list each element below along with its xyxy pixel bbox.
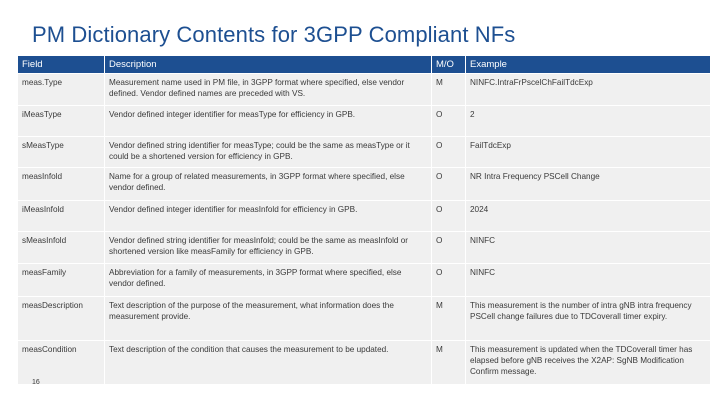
cell-example: This measurement is updated when the TDCoverall timer has elapsed before gNB receives the X2AP: SgNB Modification Confirm message.: [466, 341, 710, 384]
cell-description: Vendor defined string identifier for measType; could be the same as measType or it could be a shortened version for efficiency in GPB.: [105, 137, 431, 167]
cell-mo: O: [432, 137, 465, 167]
cell-example: 2: [466, 106, 710, 136]
table-row: [18, 264, 710, 296]
cell-description: Abbreviation for a family of measurements, in 3GPP format where specified, else vendor defined.: [105, 264, 431, 296]
cell-description: Measurement name used in PM file, in 3GPP format where specified, else vendor defined. Vendor defined names are preceded with VS.: [105, 74, 431, 105]
cell-description: Name for a group of related measurements, in 3GPP format where specified, else vendor defined.: [105, 168, 431, 200]
table-row: [18, 201, 710, 231]
cell-field: measDescription: [18, 297, 104, 340]
cell-mo: M: [432, 341, 465, 384]
cell-example: This measurement is the number of intra gNB intra frequency PSCell change failures due to TDCoverall timer expiry.: [466, 297, 710, 340]
cell-field: measCondition: [18, 341, 104, 384]
cell-mo: M: [432, 297, 465, 340]
pm-dictionary-table: [17, 55, 711, 385]
cell-example: FailTdcExp: [466, 137, 710, 167]
cell-example: NINFC: [466, 264, 710, 296]
cell-description: Vendor defined integer identifier for measInfold for efficiency in GPB.: [105, 201, 431, 231]
cell-description: Text description of the purpose of the measurement, what information does the measurement provide.: [105, 297, 431, 340]
cell-field: meas.Type: [18, 74, 104, 105]
table-row: [18, 232, 710, 263]
cell-field: measInfold: [18, 168, 104, 200]
cell-description: Vendor defined string identifier for measInfold; could be the same as measInfold or shortened version like measFamily for efficiency in GPB.: [105, 232, 431, 263]
cell-example: NINFC: [466, 232, 710, 263]
table-row: [18, 297, 710, 340]
cell-mo: M: [432, 74, 465, 105]
cell-example: NINFC.IntraFrPscelChFailTdcExp: [466, 74, 710, 105]
cell-mo: O: [432, 201, 465, 231]
cell-field: iMeasType: [18, 106, 104, 136]
cell-example: 2024: [466, 201, 710, 231]
slide-title: PM Dictionary Contents for 3GPP Compliant NFs: [32, 22, 516, 47]
table-row: [18, 168, 710, 200]
cell-field: iMeasInfold: [18, 201, 104, 231]
table-header-row: [18, 56, 710, 73]
cell-description: Text description of the condition that causes the measurement to be updated.: [105, 341, 431, 384]
cell-field: sMeasInfold: [18, 232, 104, 263]
header-field: Field: [18, 56, 104, 73]
cell-description: Vendor defined integer identifier for measType for efficiency in GPB.: [105, 106, 431, 136]
page-number: 16: [32, 379, 40, 386]
cell-field: sMeasType: [18, 137, 104, 167]
cell-mo: O: [432, 264, 465, 296]
cell-mo: O: [432, 232, 465, 263]
table-row: [18, 106, 710, 136]
table-row: [18, 137, 710, 167]
cell-mo: O: [432, 168, 465, 200]
header-description: Description: [105, 56, 431, 73]
header-mo: M/O: [432, 56, 465, 73]
cell-mo: O: [432, 106, 465, 136]
cell-example: NR Intra Frequency PSCell Change: [466, 168, 710, 200]
header-example: Example: [466, 56, 710, 73]
table-row: [18, 341, 710, 384]
table-row: [18, 74, 710, 105]
cell-field: measFamily: [18, 264, 104, 296]
